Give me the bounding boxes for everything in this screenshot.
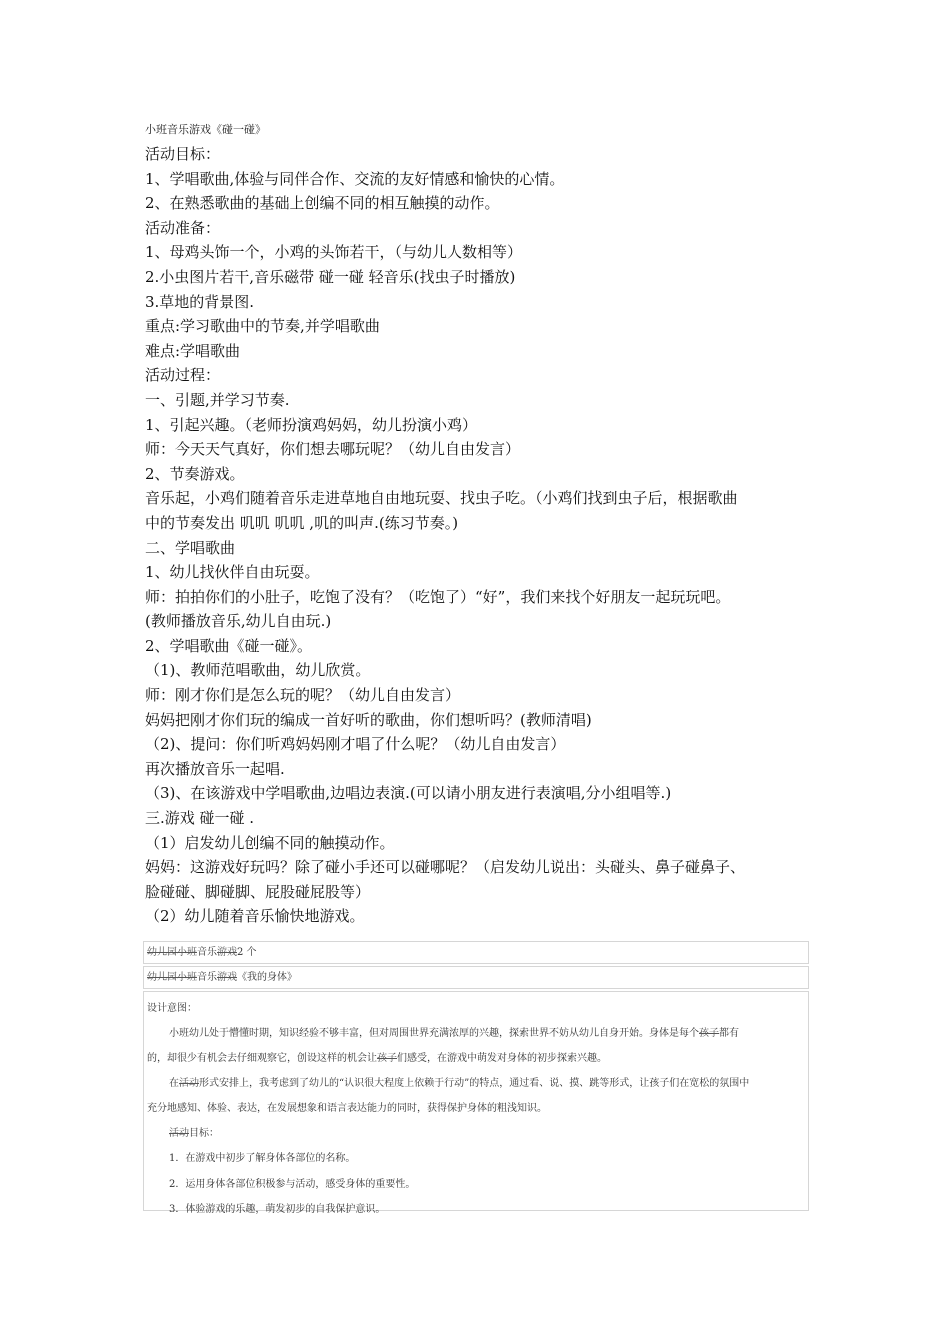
related-article-box-1[interactable] [143, 941, 809, 964]
struck-text: 活动 [169, 1128, 189, 1139]
text-line: 3.草地的背景图. [145, 292, 255, 311]
plain-text: 的，却很少有机会去仔细观察它，创设这样的机会让 [147, 1053, 377, 1064]
text-line: 妈妈：这游戏好玩吗？除了碰小手还可以碰哪呢？（启发幼儿说出：头碰头、鼻子碰鼻子、 [145, 858, 746, 877]
text-line: (教师播放音乐,幼儿自由玩.) [145, 612, 332, 631]
related-article-title-2[interactable] [144, 967, 808, 988]
text-line: 1、母鸡头饰一个，小鸡的头饰若干，（与幼儿人数相等） [145, 243, 523, 262]
article-excerpt [144, 992, 808, 1223]
design-paragraph-1 [147, 1021, 804, 1046]
text-line: 再次播放音乐一起唱. [145, 759, 285, 778]
text-line: 活动目标： [145, 145, 221, 163]
text-line: （2)、提问：你们听鸡妈妈刚才唱了什么呢？（幼儿自由发言） [145, 735, 566, 754]
text-line: （1）启发幼儿创编不同的触摸动作。 [145, 833, 395, 852]
text-line: 师：拍拍你们的小肚子，吃饱了没有？（吃饱了）“好”，我们来找个好朋友一起玩玩吧。 [145, 587, 731, 606]
struck-text: 游戏 [217, 947, 237, 958]
article-excerpt-box [143, 991, 809, 1215]
plain-text: 都有 [719, 1028, 739, 1039]
text-line: 活动准备： [145, 218, 221, 237]
text-line: 师：今天天气真好，你们想去哪玩呢？（幼儿自由发言） [145, 440, 521, 459]
text-line: 重点:学习歌曲中的节奏,并学唱歌曲 [145, 317, 380, 336]
text-line: 音乐起，小鸡们随着音乐走进草地自由地玩耍、找虫子吃。（小鸡们找到虫子后，根据歌曲 [145, 489, 738, 508]
plain-text: 小班幼儿处于懵懂时期，知识经验不够丰富，但对周围世界充满浓厚的兴趣，探索世界不妨从幼儿自身开始。身体是每个 [169, 1028, 699, 1039]
text-line: （3)、在该游戏中学唱歌曲,边唱边表演.(可以请小朋友进行表演唱,分小组唱等.) [145, 784, 672, 803]
text-line: 1、学唱歌曲,体验与同伴合作、交流的友好情感和愉快的心情。 [145, 169, 565, 188]
text-line: 二、学唱歌曲 [145, 538, 236, 557]
text-line: 妈妈把刚才你们玩的编成一首好听的歌曲，你们想听吗？(教师清唱) [145, 710, 592, 729]
text-line: 一、引题,并学习节奏. [145, 390, 290, 409]
text-line: 活动过程： [145, 366, 221, 385]
text-line: 2、在熟悉歌曲的基础上创编不同的相互触摸的动作。 [145, 194, 500, 213]
text-line: 难点:学唱歌曲 [145, 341, 241, 360]
plain-text: 目标： [189, 1128, 219, 1139]
plain-text: 们感受，在游戏中萌发对身体的初步探索兴趣。 [397, 1053, 607, 1064]
text-line: 2、节奏游戏。 [145, 464, 245, 483]
plain-text: 音乐 [197, 947, 217, 958]
plain-text: 在 [169, 1078, 179, 1089]
text-line: 2、学唱歌曲《碰一碰》。 [145, 636, 313, 655]
document-title: 小班音乐游戏《碰一碰》 [145, 123, 266, 136]
goal-item: 3．体验游戏的乐趣，萌发初步的自我保护意识。 [169, 1204, 386, 1215]
struck-text: 幼儿园小班 [147, 972, 197, 983]
text-line: 中的节奏发出 叽叽 叽叽 ,叽的叫声.(练习节奏。) [145, 513, 459, 532]
goal-item: 2．运用身体各部位积极参与活动，感受身体的重要性。 [169, 1178, 416, 1190]
struck-text: 孩子 [699, 1028, 719, 1039]
related-article-title-1[interactable] [144, 942, 808, 963]
design-paragraph-2 [147, 1071, 804, 1096]
text-line: （1)、教师范唱歌曲，幼儿欣赏。 [145, 661, 371, 680]
text-line: （2）幼儿随着音乐愉快地游戏。 [145, 907, 365, 926]
plain-text: 2 个 [237, 947, 257, 958]
goal-item: 1．在游戏中初步了解身体各部位的名称。 [169, 1153, 356, 1164]
plain-text: 《我的身体》 [237, 972, 297, 983]
text-line: 三.游戏 碰一碰 . [145, 809, 255, 828]
goal-heading [147, 1121, 804, 1146]
text-line: 师：刚才你们是怎么玩的呢？（幼儿自由发言） [145, 686, 461, 705]
struck-text: 幼儿园小班 [147, 947, 197, 958]
text-line: 1、幼儿找伙伴自由玩耍。 [145, 563, 320, 582]
related-article-box-2[interactable] [143, 966, 809, 989]
design-heading: 设计意图： [147, 1003, 197, 1014]
design-paragraph-1-cont [147, 1046, 804, 1071]
text-line: 2.小虫图片若干,音乐磁带 碰一碰 轻音乐(找虫子时播放) [145, 267, 516, 286]
plain-text: 音乐 [197, 972, 217, 983]
lesson-plan-body [145, 142, 815, 929]
text-line: 1、引起兴趣。（老师扮演鸡妈妈，幼儿扮演小鸡） [145, 415, 478, 434]
plain-text: 形式安排上，我考虑到了幼儿的“认识很大程度上依赖于行动”的特点，通过看、说、摸、跳等形式，让孩子们在宽松的氛围中 [199, 1078, 750, 1089]
struck-text: 游戏 [217, 972, 237, 983]
design-paragraph-2-cont: 充分地感知、体验、表达，在发展想象和语言表达能力的同时，获得保护身体的粗浅知识。 [147, 1103, 547, 1114]
struck-text: 孩子 [377, 1053, 397, 1064]
text-line: 脸碰碰、脚碰脚、屁股碰屁股等） [145, 882, 371, 901]
struck-text: 活动 [179, 1078, 199, 1089]
